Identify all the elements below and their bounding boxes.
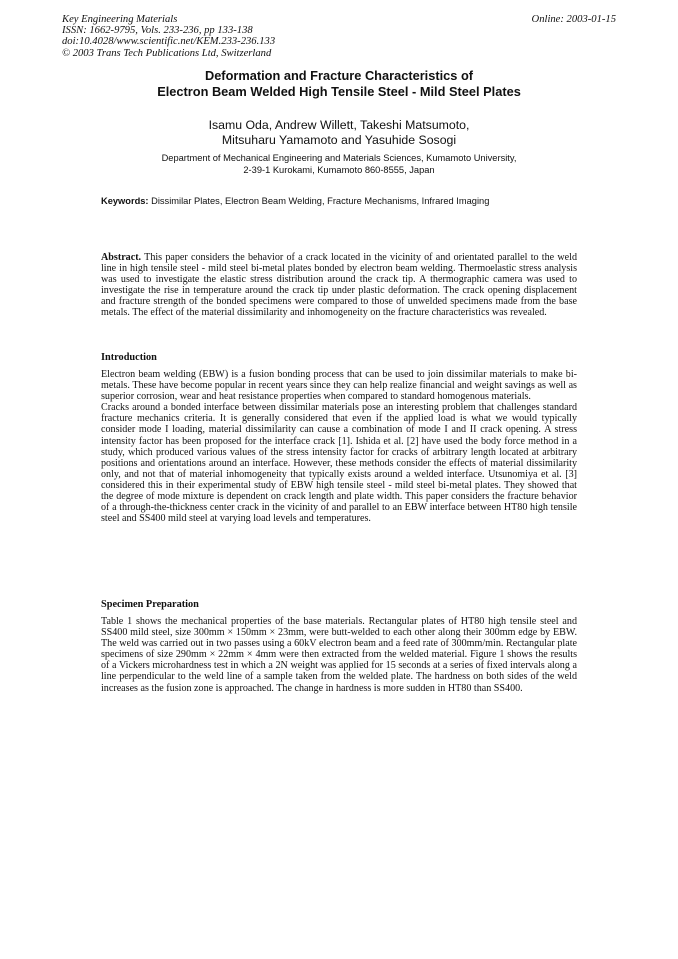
abstract [101,252,577,319]
abstract-label: Abstract. [101,252,142,263]
journal-header [62,14,275,59]
authors-line-1: Isamu Oda, Andrew Willett, Takeshi Matsumoto, [208,118,470,132]
introduction-heading: Introduction [101,352,157,363]
issn-line: ISSN: 1662-9795, Vols. 233-236, pp 133-138 [62,25,253,37]
specimen-paragraph-1: Table 1 shows the mechanical properties of the base materials. Rectangular plates of HT80 high tensile steel and SS400 mild steel, size 300mm × 150mm × 23mm, were butt-welded to each other along their 300mm edge by EBW. The weld was carried out in two passes using a 60kV electron beam and a feed rate of 300mm/min. Rectangular plate specimens of size 290mm × 22mm × 4mm were then extracted from the welded material. Figure 1 shows the results of a Vickers microhardness test in which a 2N weight was applied for 15 seconds at a series of fixed intervals along a line perpendicular to the weld line of a sample taken from the welded plate. The hardness on both sides of the weld increases as the fusion zone is approached. The change in hardness is more sudden in HT80 than SS400. [101,616,577,694]
paper-title [60,68,618,99]
keywords [101,195,581,207]
authors-line-2: Mitsuharu Yamamoto and Yasuhide Sosogi [221,133,457,148]
introduction-paragraph-1: Electron beam welding (EBW) is a fusion bonding process that can be used to join dissimilar materials to make bi-metals. These have become popular in recent years since they can help realize financial and weight savings as well as superior corrosion, wear and heat resistance properties when compared to standard homogenous materials. [101,369,577,403]
specimen-preparation-heading: Specimen Preparation [101,599,199,610]
keywords-label: Keywords: [101,196,149,206]
copyright-line: © 2003 Trans Tech Publications Ltd, Switzerland [62,47,272,59]
introduction-paragraph-2: Cracks around a bonded interface between dissimilar materials pose an interesting problem that challenges standard fracture mechanics criteria. It is generally considered that even if the applied load is what we would typically consider mode I loading, material dissimilarity can cause a combination of mode I and II crack opening. A stress intensity factor has been proposed for the interface crack [1]. Ishida et al. [2] have used the body force method in a study, which produced various values of the stress intensity factor for cracks of arbitrary length located at arbitrary positions and orientations around an interface. However, these methods consider the effects of material dissimilarity only, and not that of material inhomogeneity that typically exists around a welded interface. Utsunomiya et al. [3] considered this in their experimental study of EBW high tensile steel - mild steel bi-metal plates. They showed that the degree of mode mixture is dependent on crack length and plate width. This paper considers the fracture behavior of a through-the-thickness center crack in the vicinity of and parallel to an EBW interface between HT80 high tensile steel and SS400 mild steel at varying load levels and temperatures. [101,402,577,525]
author-list [60,118,618,149]
title-line-1: Deformation and Fracture Characteristics of [204,68,474,83]
keywords-text: Dissimilar Plates, Electron Beam Welding, Fracture Mechanisms, Infrared Imaging [151,196,490,206]
specimen-preparation-section [101,616,577,694]
affiliation-line-2: 2-39-1 Kurokami, Kumamoto 860-8555, Japan [243,164,435,175]
affiliation [60,153,618,176]
affiliation-line-1: Department of Mechanical Engineering and Materials Sciences, Kumamoto University, [161,153,517,163]
title-line-2: Electron Beam Welded High Tensile Steel - Mild Steel Plates [157,83,521,99]
introduction-section [101,369,577,524]
abstract-text: This paper considers the behavior of a crack located in the vicinity of and orientated parallel to the weld line in high tensile steel - mild steel bi-metal plates bonded by electron beam welding. Thermoelastic stress analysis was used to investigate the elastic stress distribution around the crack tip. A thermographic camera was used to investigate the rise in temperature around the crack tip under plastic deformation. The crack opening displacement and fracture strength of the bonded specimens were compared to those of unwelded specimens made from the base metals. The effect of the material dissimilarity and inhomogeneity on the fracture characteristics was revealed. [101,252,577,319]
online-date: Online: 2003-01-15 [531,14,616,25]
journal-name: Key Engineering Materials [62,14,178,25]
doi-line[interactable]: doi:10.4028/www.scientific.net/KEM.233-236.133 [62,36,276,48]
